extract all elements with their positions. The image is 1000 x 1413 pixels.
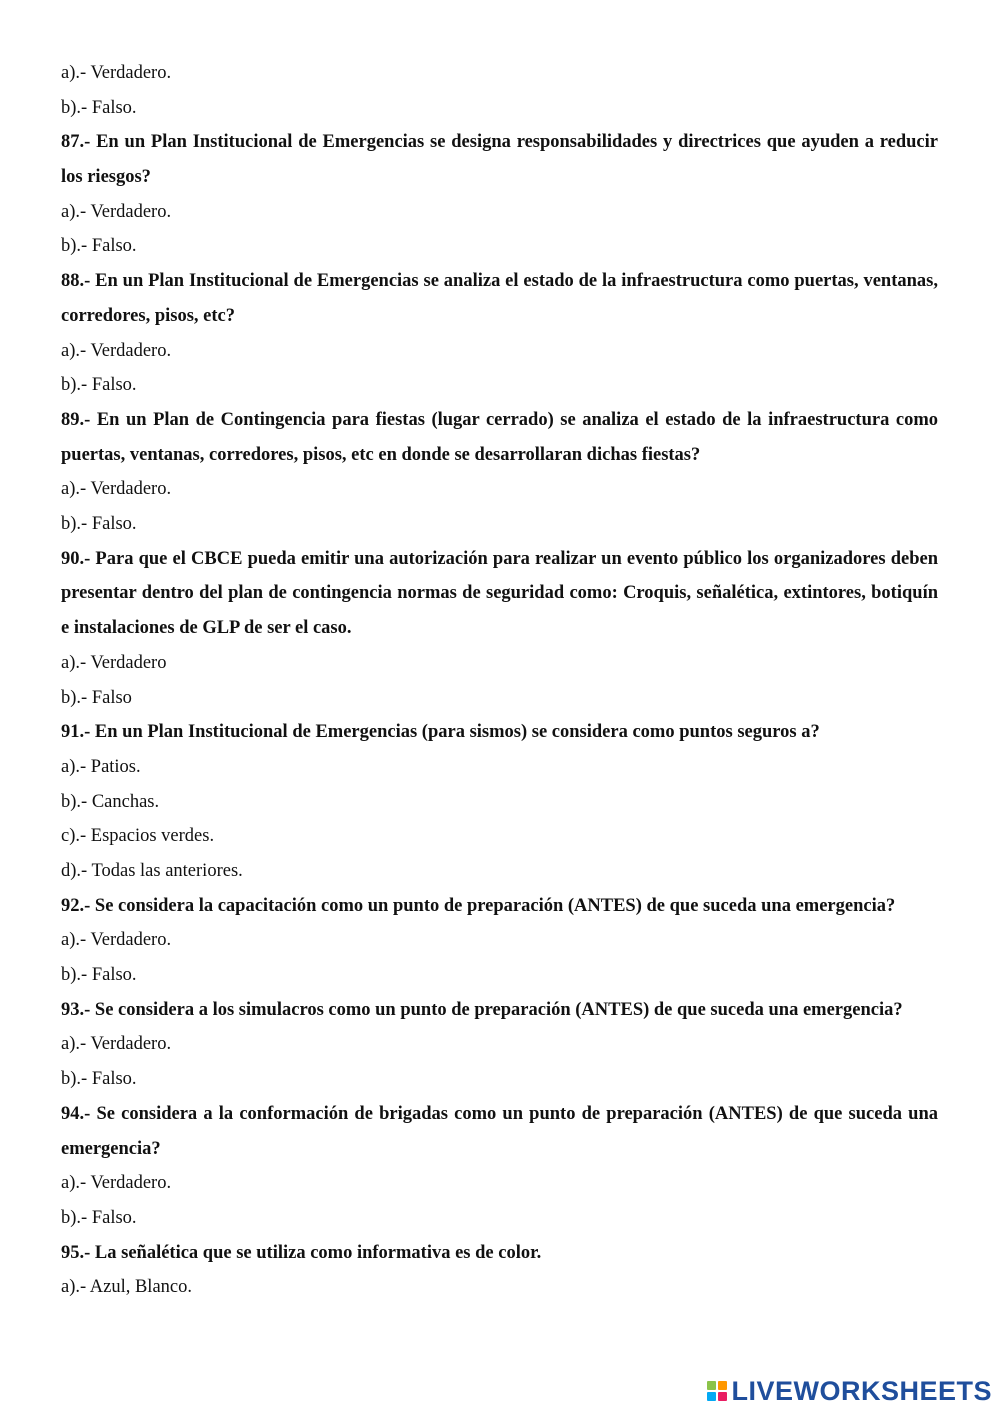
question-text: 93.- Se considera a los simulacros como un punto de preparación (ANTES) de que suceda una emergencia? [61, 999, 903, 1020]
question-text: 94.- Se considera a la conformación de brigadas como un punto de preparación (ANTES) de que suceda una emergencia? [61, 1103, 938, 1159]
answer-option: b).- Falso. [61, 514, 137, 535]
question-text: 87.- En un Plan Institucional de Emergencias se designa responsabilidades y directrices que ayuden a reducir los riesgos? [61, 132, 938, 188]
question-text: 89.- En un Plan de Contingencia para fiestas (lugar cerrado) se analiza el estado de la infraestructura como puertas, ventanas, corredores, pisos, etc en donde se desarrollaran dichas fiestas? [61, 409, 938, 465]
question-text: 91.- En un Plan Institucional de Emergencias (para sismos) se considera como puntos seguros a? [61, 722, 820, 743]
liveworksheets-logo [707, 1377, 992, 1405]
question-text: 90.- Para que el CBCE pueda emitir una autorización para realizar un evento público los organizadores deben presentar dentro del plan de contingencia normas de seguridad como: Croquis, señalética, extintores, botiquín e instalaciones de GLP de ser el caso. [61, 548, 938, 639]
answer-option: b).- Falso. [61, 236, 137, 257]
answer-option: a).- Verdadero. [61, 1034, 172, 1055]
answer-option: c).- Espacios verdes. [61, 826, 215, 847]
answer-option: b).- Falso. [61, 97, 137, 118]
answer-option: a).- Verdadero. [61, 479, 172, 500]
answer-option: a).- Verdadero. [61, 1173, 172, 1194]
worksheet-page [61, 56, 938, 1305]
answer-option: a).- Patios. [61, 756, 141, 777]
answer-option: a).- Azul, Blanco. [61, 1277, 192, 1298]
answer-option: b).- Canchas. [61, 791, 160, 812]
question-text: 92.- Se considera la capacitación como un punto de preparación (ANTES) de que suceda una emergencia? [61, 895, 896, 916]
answer-option: b).- Falso. [61, 1207, 137, 1228]
question-text: 95.- La señalética que se utiliza como informativa es de color. [61, 1242, 542, 1263]
answer-option: b).- Falso [61, 687, 132, 708]
liveworksheets-logo-icon [707, 1381, 727, 1401]
answer-option: a).- Verdadero [61, 652, 167, 673]
answer-option: a).- Verdadero. [61, 340, 172, 361]
answer-option: b).- Falso. [61, 1069, 137, 1090]
answer-option: b).- Falso. [61, 965, 137, 986]
liveworksheets-logo-text: LIVEWORKSHEETS [731, 1375, 992, 1406]
answer-option: d).- Todas las anteriores. [61, 860, 243, 881]
answer-option: a).- Verdadero. [61, 201, 172, 222]
answer-option: a).- Verdadero. [61, 63, 172, 83]
answer-option: b).- Falso. [61, 375, 137, 396]
answer-option: a).- Verdadero. [61, 930, 172, 951]
question-text: 88.- En un Plan Institucional de Emergencias se analiza el estado de la infraestructura como puertas, ventanas, corredores, pisos, etc? [61, 271, 938, 326]
